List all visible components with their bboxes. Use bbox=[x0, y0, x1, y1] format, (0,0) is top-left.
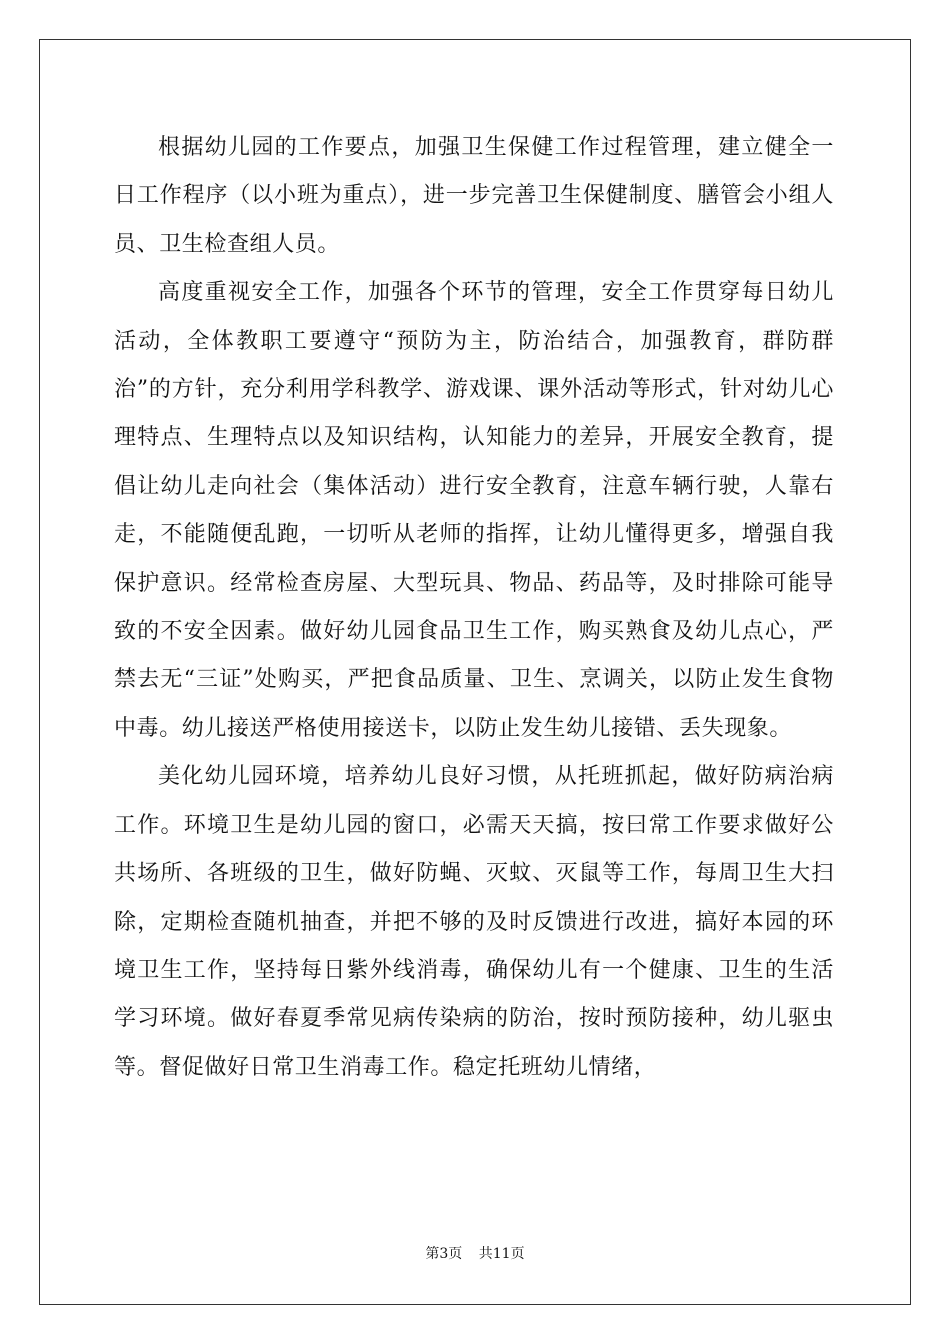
paragraph-1: 根据幼儿园的工作要点，加强卫生保健工作过程管理，建立健全一日工作程序（以小班为重点），进一步完善卫生保健制度、膳管会小组人员、卫生检查组人员。 bbox=[114, 135, 834, 257]
total-page-count: 共11页 bbox=[478, 1246, 525, 1262]
paragraph-3: 美化幼儿园环境，培养幼儿良好习惯，从托班抓起，做好防病治病工作。环境卫生是幼儿园的窗口，必需天天搞，按曰常工作要求做好公共场所、各班级的卫生，做好防蝇、灭蚊、灭鼠等工作，每周卫生大扫除，定期检查随机抽查，并把不够的及时反馈进行改进，搞好本园的环境卫生工作，坚持每日紫外线消毒，确保幼儿有一个健康、卫生的生活学习环境。做好春夏季常见病传染病的防治，按时预防接种，幼儿驱虫等。督促做好日常卫生消毒工作。稳定托班幼儿情绪， bbox=[114, 764, 834, 1080]
paragraph-2: 高度重视安全工作，加强各个环节的管理，安全工作贯穿每日幼儿活动，全体教职工要遵守“预防为主，防治结合，加强教育，群防群治”的方针，充分利用学科教学、游戏课、课外活动等形式，针对幼儿心理特点、生理特点以及知识结构，认知能力的差异，开展安全教育，提倡让幼儿走向社会（集体活动）进行安全教育，注意车辆行驶，人靠右走，不能随便乱跑，一切听从老师的指挥，让幼儿懂得更多，增强自我保护意识。经常检查房屋、大型玩具、物品、药品等，及时排除可能导致的不安全因素。做好幼儿园食品卫生工作，购买熟食及幼儿点心，严禁去无“三证”处购买，严把食品质量、卫生、烹调关，以防止发生食物中毒。幼儿接送严格使用接送卡，以防止发生幼儿接错、丢失现象。 bbox=[114, 280, 834, 741]
page-footer bbox=[0, 1243, 950, 1263]
current-page-number: 第3页 bbox=[425, 1246, 463, 1262]
document-body bbox=[114, 124, 834, 1092]
